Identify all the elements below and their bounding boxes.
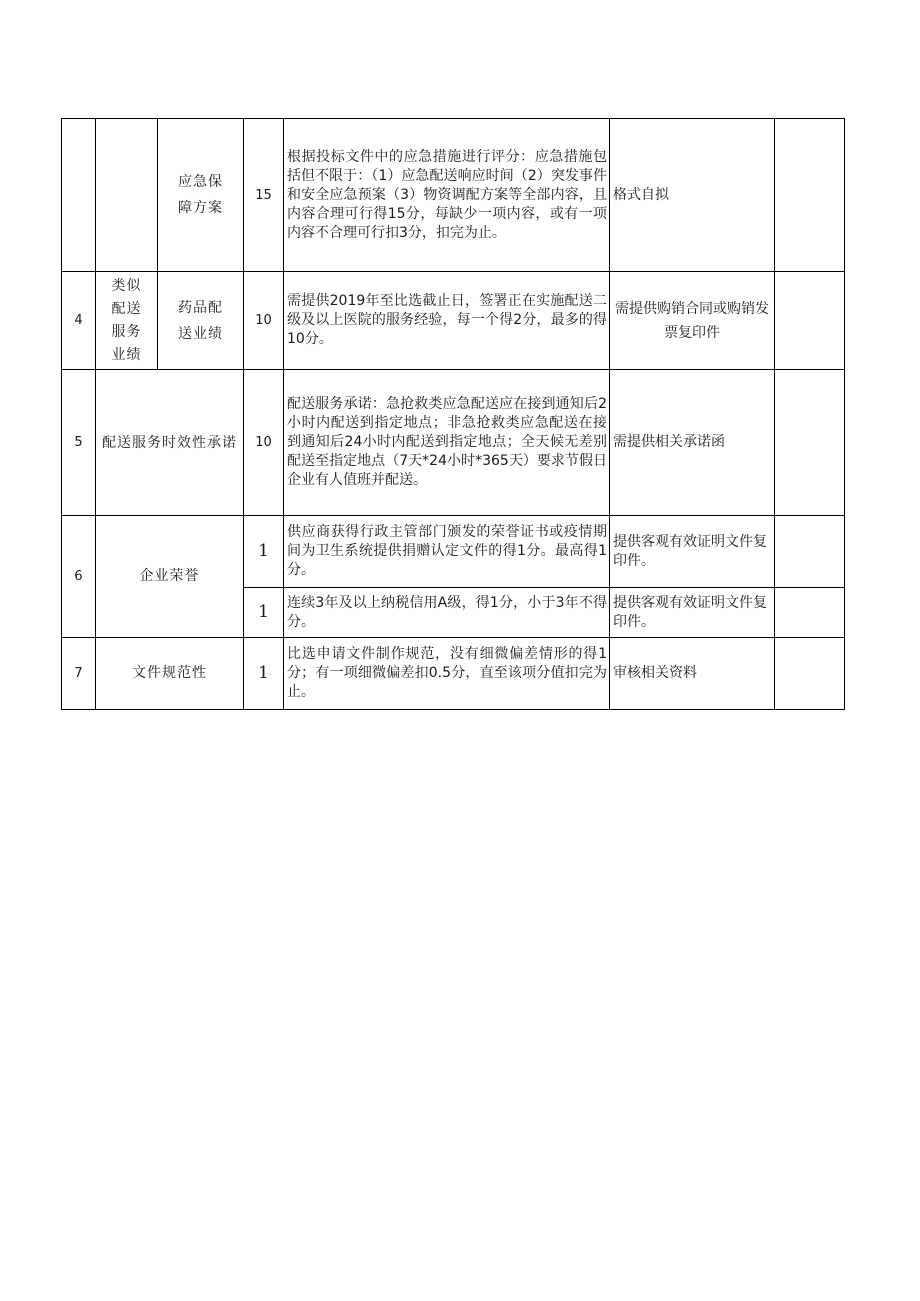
category-cell: 企业荣誉: [96, 516, 244, 638]
criteria-cell: 需提供2019年至比选截止日，签署正在实施配送二级及以上医院的服务经验，每一个得2分，最多的得10分。: [284, 272, 610, 370]
note-cell: 提供客观有效证明文件复印件。: [610, 588, 775, 638]
note-cell: 审核相关资料: [610, 638, 775, 710]
criteria-cell: 根据投标文件中的应急措施进行评分：应急措施包括但不限于：（1）应急配送响应时间（2）突发事件和安全应急预案（3）物资调配方案等全部内容，且内容合理可行得15分，每缺少一项内容，或有一项内容不合理可行扣3分，扣完为止。: [284, 119, 610, 272]
score-cell: 15: [244, 119, 284, 272]
score-cell: 1: [244, 516, 284, 588]
category-cell: [96, 272, 158, 370]
remark-cell: [775, 588, 845, 638]
table-row: [62, 370, 845, 516]
score-cell: 10: [244, 272, 284, 370]
no-cell: 6: [62, 516, 96, 638]
score-cell: 10: [244, 370, 284, 516]
score-cell: 1: [244, 638, 284, 710]
table-row: [62, 119, 845, 272]
note-cell: 格式自拟: [610, 119, 775, 272]
note-text: 需提供购销合同或购销发票复印件: [615, 300, 769, 341]
criteria-cell: 供应商获得行政主管部门颁发的荣誉证书或疫情期间为卫生系统提供捐赠认定文件的得1分。最高得1分。: [284, 516, 610, 588]
no-cell: [62, 119, 96, 272]
no-cell: 5: [62, 370, 96, 516]
category-cell: [96, 119, 158, 272]
remark-cell: [775, 119, 845, 272]
note-cell: [610, 272, 775, 370]
no-cell: 4: [62, 272, 96, 370]
category-text: 类似配送服务业绩: [111, 277, 142, 363]
criteria-cell: 比选申请文件制作规范，没有细微偏差情形的得1分；有一项细微偏差扣0.5分，直至该项分值扣完为止。: [284, 638, 610, 710]
no-cell: 7: [62, 638, 96, 710]
table-row: [62, 516, 845, 588]
remark-cell: [775, 272, 845, 370]
item-text: 应急保障方案: [178, 174, 223, 216]
note-cell: 需提供相关承诺函: [610, 370, 775, 516]
criteria-cell: 配送服务承诺：急抢救类应急配送应在接到通知后2小时内配送到指定地点；非急抢救类应急配送在接到通知后24小时内配送到指定地点；全天候无差别配送至指定地点（7天*24小时*365天）要求节假日企业有人值班并配送。: [284, 370, 610, 516]
remark-cell: [775, 638, 845, 710]
item-text: 药品配送业绩: [178, 299, 223, 342]
category-text: 配送服务时效性承诺: [102, 434, 237, 451]
table-row: [62, 272, 845, 370]
score-cell: 1: [244, 588, 284, 638]
category-cell: 文件规范性: [96, 638, 244, 710]
criteria-cell: 连续3年及以上纳税信用A级，得1分，小于3年不得分。: [284, 588, 610, 638]
table-row: [62, 638, 845, 710]
category-cell: [96, 370, 244, 516]
scoring-table: [61, 118, 845, 710]
remark-cell: [775, 370, 845, 516]
remark-cell: [775, 516, 845, 588]
item-cell: [158, 272, 244, 370]
item-cell: [158, 119, 244, 272]
note-cell: 提供客观有效证明文件复印件。: [610, 516, 775, 588]
